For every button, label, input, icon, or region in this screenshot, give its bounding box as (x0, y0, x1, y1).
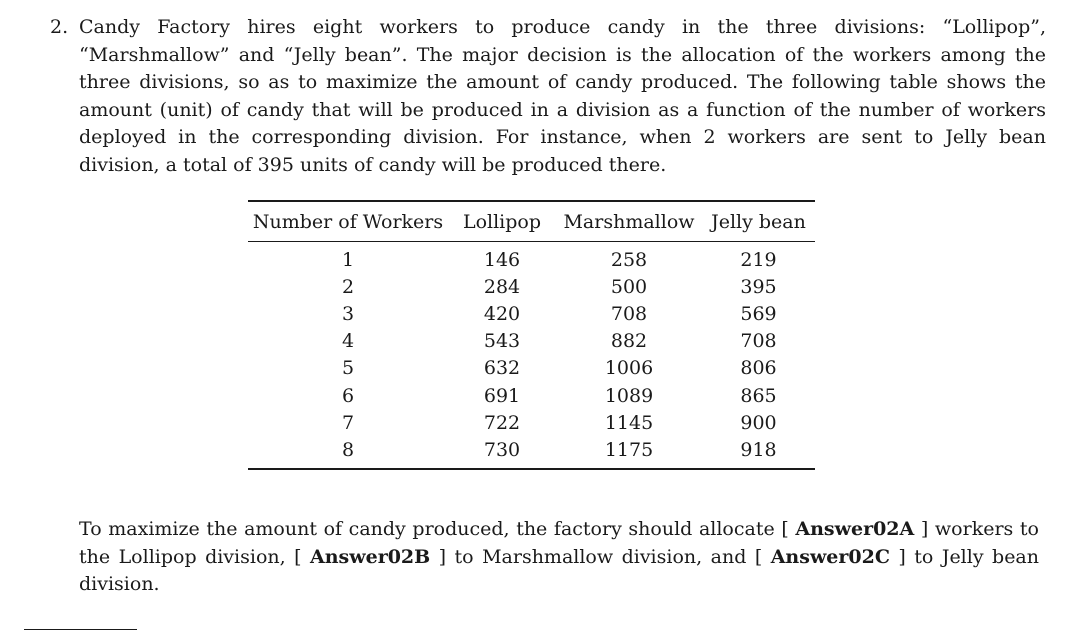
answer-02c-label: Answer02C (770, 545, 890, 568)
header-lollipop: Lollipop (462, 210, 542, 233)
lollipop-cell: 632 (483, 357, 521, 380)
workers-cell: 4 (341, 330, 355, 353)
problem-statement (50, 14, 1046, 179)
table-row (248, 382, 815, 409)
marshmallow-cell: 708 (610, 302, 648, 325)
allocation-question (79, 516, 1039, 599)
answer-02a-label: Answer02A (795, 518, 915, 540)
jelly-bean-cell: 806 (740, 357, 777, 380)
workers-cell: 8 (341, 438, 355, 461)
marshmallow-cell: 882 (610, 330, 648, 353)
jelly-bean-cell: 395 (740, 275, 777, 298)
workers-cell: 6 (341, 384, 355, 407)
answer-02b-blank[interactable]: [ Answer02B ] (294, 545, 447, 568)
answer-02c-blank[interactable]: [ Answer02C ] (754, 545, 906, 568)
marshmallow-cell: 500 (610, 275, 648, 298)
problem-text: Candy Factory hires eight workers to produce candy in the three divisions: “Lollipop”, “Marshmallow” and “Jelly bean”. The major decision is the allocation of the workers among the three divisions, so as to maximize the amount of candy produced. The following table shows the amount (unit) of candy that will be produced in a division as a function of the number of workers deployed in the corresponding division. For instance, when 2 workers are sent to Jelly bean division, a total of 395 units of candy will be produced there. (79, 16, 1046, 176)
table-row (248, 436, 815, 468)
jelly-bean-cell: 569 (740, 302, 777, 325)
lollipop-cell: 691 (483, 384, 521, 407)
jelly-bean-cell: 918 (740, 438, 777, 461)
table-row (248, 409, 815, 436)
header-number-of-workers: Number of Workers (252, 210, 444, 233)
question-text-part-1: To maximize the amount of candy produced, the factory should allocate (79, 518, 775, 540)
production-table (248, 200, 815, 470)
jelly-bean-cell: 708 (740, 330, 777, 353)
workers-cell: 2 (341, 275, 355, 298)
workers-cell: 1 (341, 248, 355, 271)
production-table-container (248, 200, 815, 470)
table-row (248, 242, 815, 274)
table-row (248, 355, 815, 382)
workers-cell: 5 (341, 357, 355, 380)
workers-cell: 7 (341, 411, 355, 434)
question-text-part-2: workers to the Lollipop division, (79, 518, 1039, 568)
footnote-rule (24, 629, 137, 630)
marshmallow-cell: 258 (610, 248, 648, 271)
workers-cell: 3 (341, 302, 355, 325)
answer-02a-blank[interactable]: [ Answer02A ] (781, 518, 929, 540)
marshmallow-cell: 1006 (604, 357, 654, 380)
problem-number: 2. (50, 16, 69, 38)
table-row (248, 273, 815, 300)
table-row (248, 300, 815, 327)
table-row (248, 328, 815, 355)
marshmallow-cell: 1175 (604, 438, 654, 461)
lollipop-cell: 284 (483, 275, 521, 298)
lollipop-cell: 730 (483, 438, 521, 461)
marshmallow-cell: 1145 (604, 411, 654, 434)
header-marshmallow: Marshmallow (563, 210, 695, 233)
jelly-bean-cell: 219 (740, 248, 777, 271)
marshmallow-cell: 1089 (604, 384, 654, 407)
lollipop-cell: 420 (483, 302, 521, 325)
lollipop-cell: 146 (483, 248, 521, 271)
jelly-bean-cell: 900 (740, 411, 777, 434)
table-header-row (248, 201, 815, 242)
jelly-bean-cell: 865 (740, 384, 777, 407)
header-jelly-bean: Jelly bean (711, 210, 806, 233)
lollipop-cell: 722 (483, 411, 521, 434)
question-text-part-4: to Jelly bean division. (79, 545, 1039, 595)
answer-02b-label: Answer02B (310, 545, 431, 568)
lollipop-cell: 543 (483, 330, 521, 353)
question-text-part-3: to Marshmallow division, and (454, 545, 747, 568)
